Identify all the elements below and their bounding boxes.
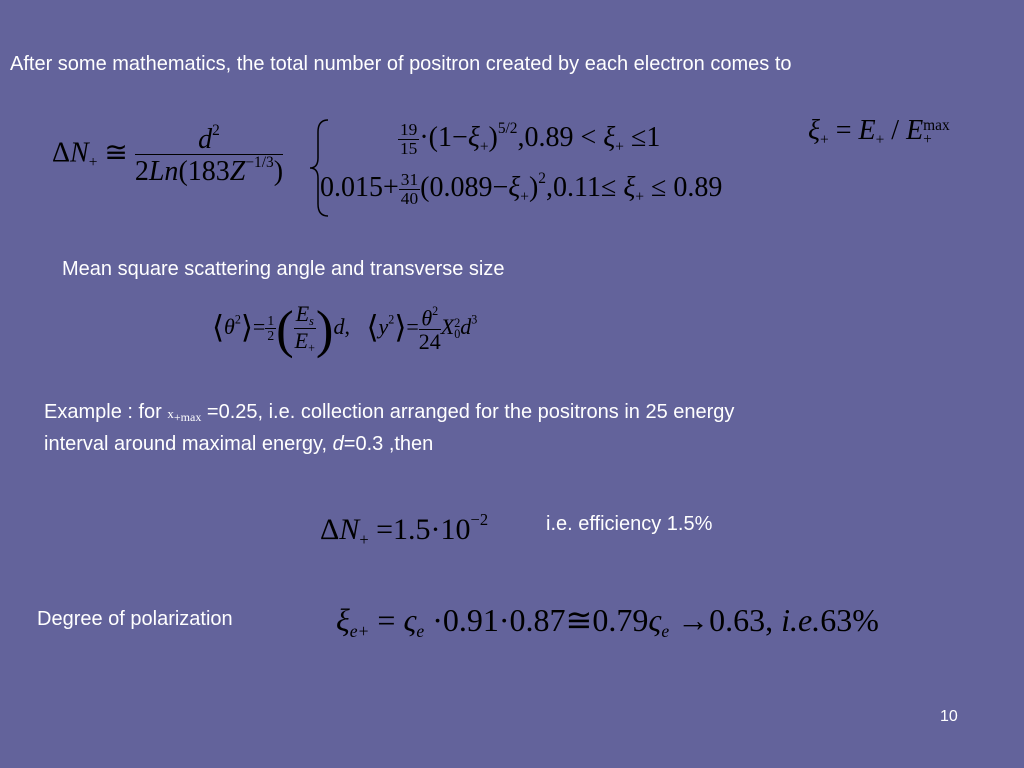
- efficiency-text: i.e. efficiency 1.5%: [546, 513, 713, 535]
- example-after-symbol: =0.25, i.e. collection arranged for the positrons in 25 energy: [201, 401, 735, 423]
- xi-definition-formula: $\xi_+ = E_+ / E$ max +: [808, 115, 950, 149]
- example-text-line2: [44, 433, 433, 456]
- polarization-formula: $\xi_{e+} = \varsigma_e$ $\cdot 0.91\cdot 0.87≅0.79\varsigma_e \to 0.63$, i.e.63%: [336, 602, 879, 642]
- section-heading-scattering: Mean square scattering angle and transverse size: [62, 258, 505, 280]
- case1-formula: $\frac{19}{15}$ $\cdot(1-\xi_+)^{5/2},0.89 < \xi_+ \le 1$: [400, 119, 661, 159]
- polarization-label: Degree of polarization: [37, 608, 233, 630]
- delta-n-formula: $\Delta N_+$ ≅ $\frac{d^2}{2Ln(183Z^{-1/3})}$: [52, 122, 284, 188]
- example-prefix: Example : for: [44, 401, 168, 423]
- example-line2-prefix: interval around maximal energy,: [44, 433, 333, 455]
- example-line2-suffix: =0.3 ,then: [343, 433, 434, 455]
- case2-formula: 0.015+ $\frac{31}{40}$ $(0.089-\xi_+)^2,0.11\le \xi_+ \le 0.89$: [320, 169, 723, 209]
- example-text-line1: [44, 401, 734, 425]
- result-formula: $\Delta N_+ =1.5\cdot 10^{-2}$: [320, 510, 489, 549]
- scattering-formulas: $⟨\theta^2⟩=$ $\frac{1}{2}$ ( $\frac{E_s}{E_+}$ )d, $⟨y^2⟩=$ $\frac{\theta^2}{24}$ X 2 0 $d^3$: [212, 301, 478, 359]
- example-d-variable: d: [332, 433, 344, 455]
- intro-text: After some mathematics, the total number of positron created by each electron comes to: [10, 53, 792, 75]
- page-number: 10: [940, 708, 958, 725]
- xi-max-symbol: x+max: [167, 406, 202, 424]
